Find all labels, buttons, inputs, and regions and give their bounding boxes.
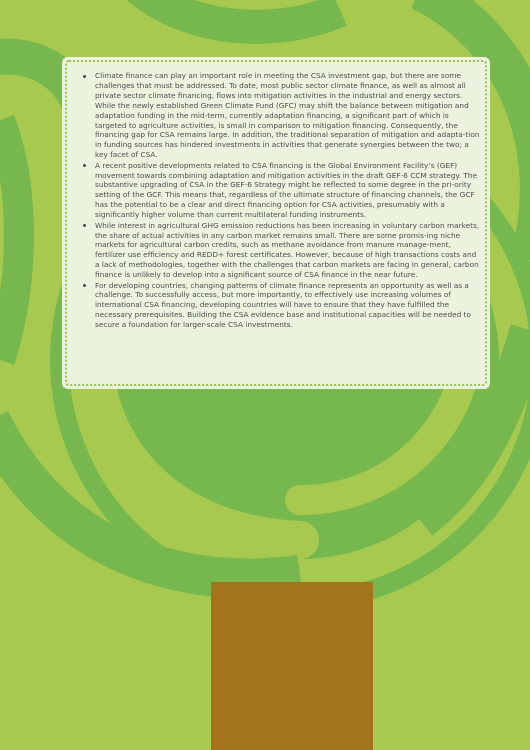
bullet-dot-icon <box>83 75 86 78</box>
bullet-dot-icon <box>83 224 86 227</box>
bullet-text: For developing countries, changing patterns of climate finance represents an opportunity as well as a challenge. To successfully access, but more importantly, to effectively use increasing volumes of international CSA financing, developing countries will have to ensure that they have fulfilled the necessary prerequisites. Building the CSA evidence base and institutional capacities will be needed to secure a foundation for larger-scale CSA investments. <box>95 280 472 330</box>
bullet-dot-icon <box>83 164 86 167</box>
bullet-text: A recent positive developments related to CSA financing is the Global Environment Facility’s (GEF) movement towards combining adaptation and mitigation activities in the draft GEF-6 CCM strategy. The substantive upgrading of CSA in the GEF-6 Strategy might be reflected to some degree in the pri-ority setting of the GCF. This means that, regardless of the ultimate structure of financing channels, the GCF has the potential to be a clear and direct financing option for CSA activities, presumably with a significantly higher volume than current multilateral funding instruments. <box>95 160 478 220</box>
list-item <box>83 281 482 331</box>
list-item <box>83 221 482 280</box>
bullet-text: Climate finance can play an important role in meeting the CSA investment gap, but there are some challenges that must be addressed. To date, most public sector climate finance, as well as almost all private sector climate financing, flows into mitigation activities in the industrial and energy sectors. While the newly established Green Climate Fund (GFC) may shift the balance between mitigation and adaptation funding in the mid-term, currently adaptation financing, a significant part of which is targeted to agriculture activities, is small in comparison to mitigation financing. Consequently, the financing gap for CSA remains large. In addition, the traditional separation of mitigation and adapta-tion in funding sources has hindered investments in activities that generate synergies between the two; a key facet of CSA. <box>95 71 480 160</box>
bullet-text: While interest in agricultural GHG emission reductions has been increasing in voluntary carbon markets, the share of actual activities in any carbon market remains small. There are some promis-ing niche markets for agricultural carbon credits, such as methane avoidance from manure manage-ment, fertilizer use efficiency and REDD+ forest certificates. However, because of high transactions costs and a lack of methodologies, together with the challenges that carbon markets are facing in general, carbon finance is unlikely to develop into a significant source of CSA finance in the near future. <box>95 220 480 280</box>
text-panel <box>62 57 490 389</box>
tree-trunk <box>211 582 373 750</box>
list-item <box>83 161 482 220</box>
bullet-dot-icon <box>83 284 86 287</box>
list-item <box>83 71 482 160</box>
bullet-list <box>76 71 482 330</box>
